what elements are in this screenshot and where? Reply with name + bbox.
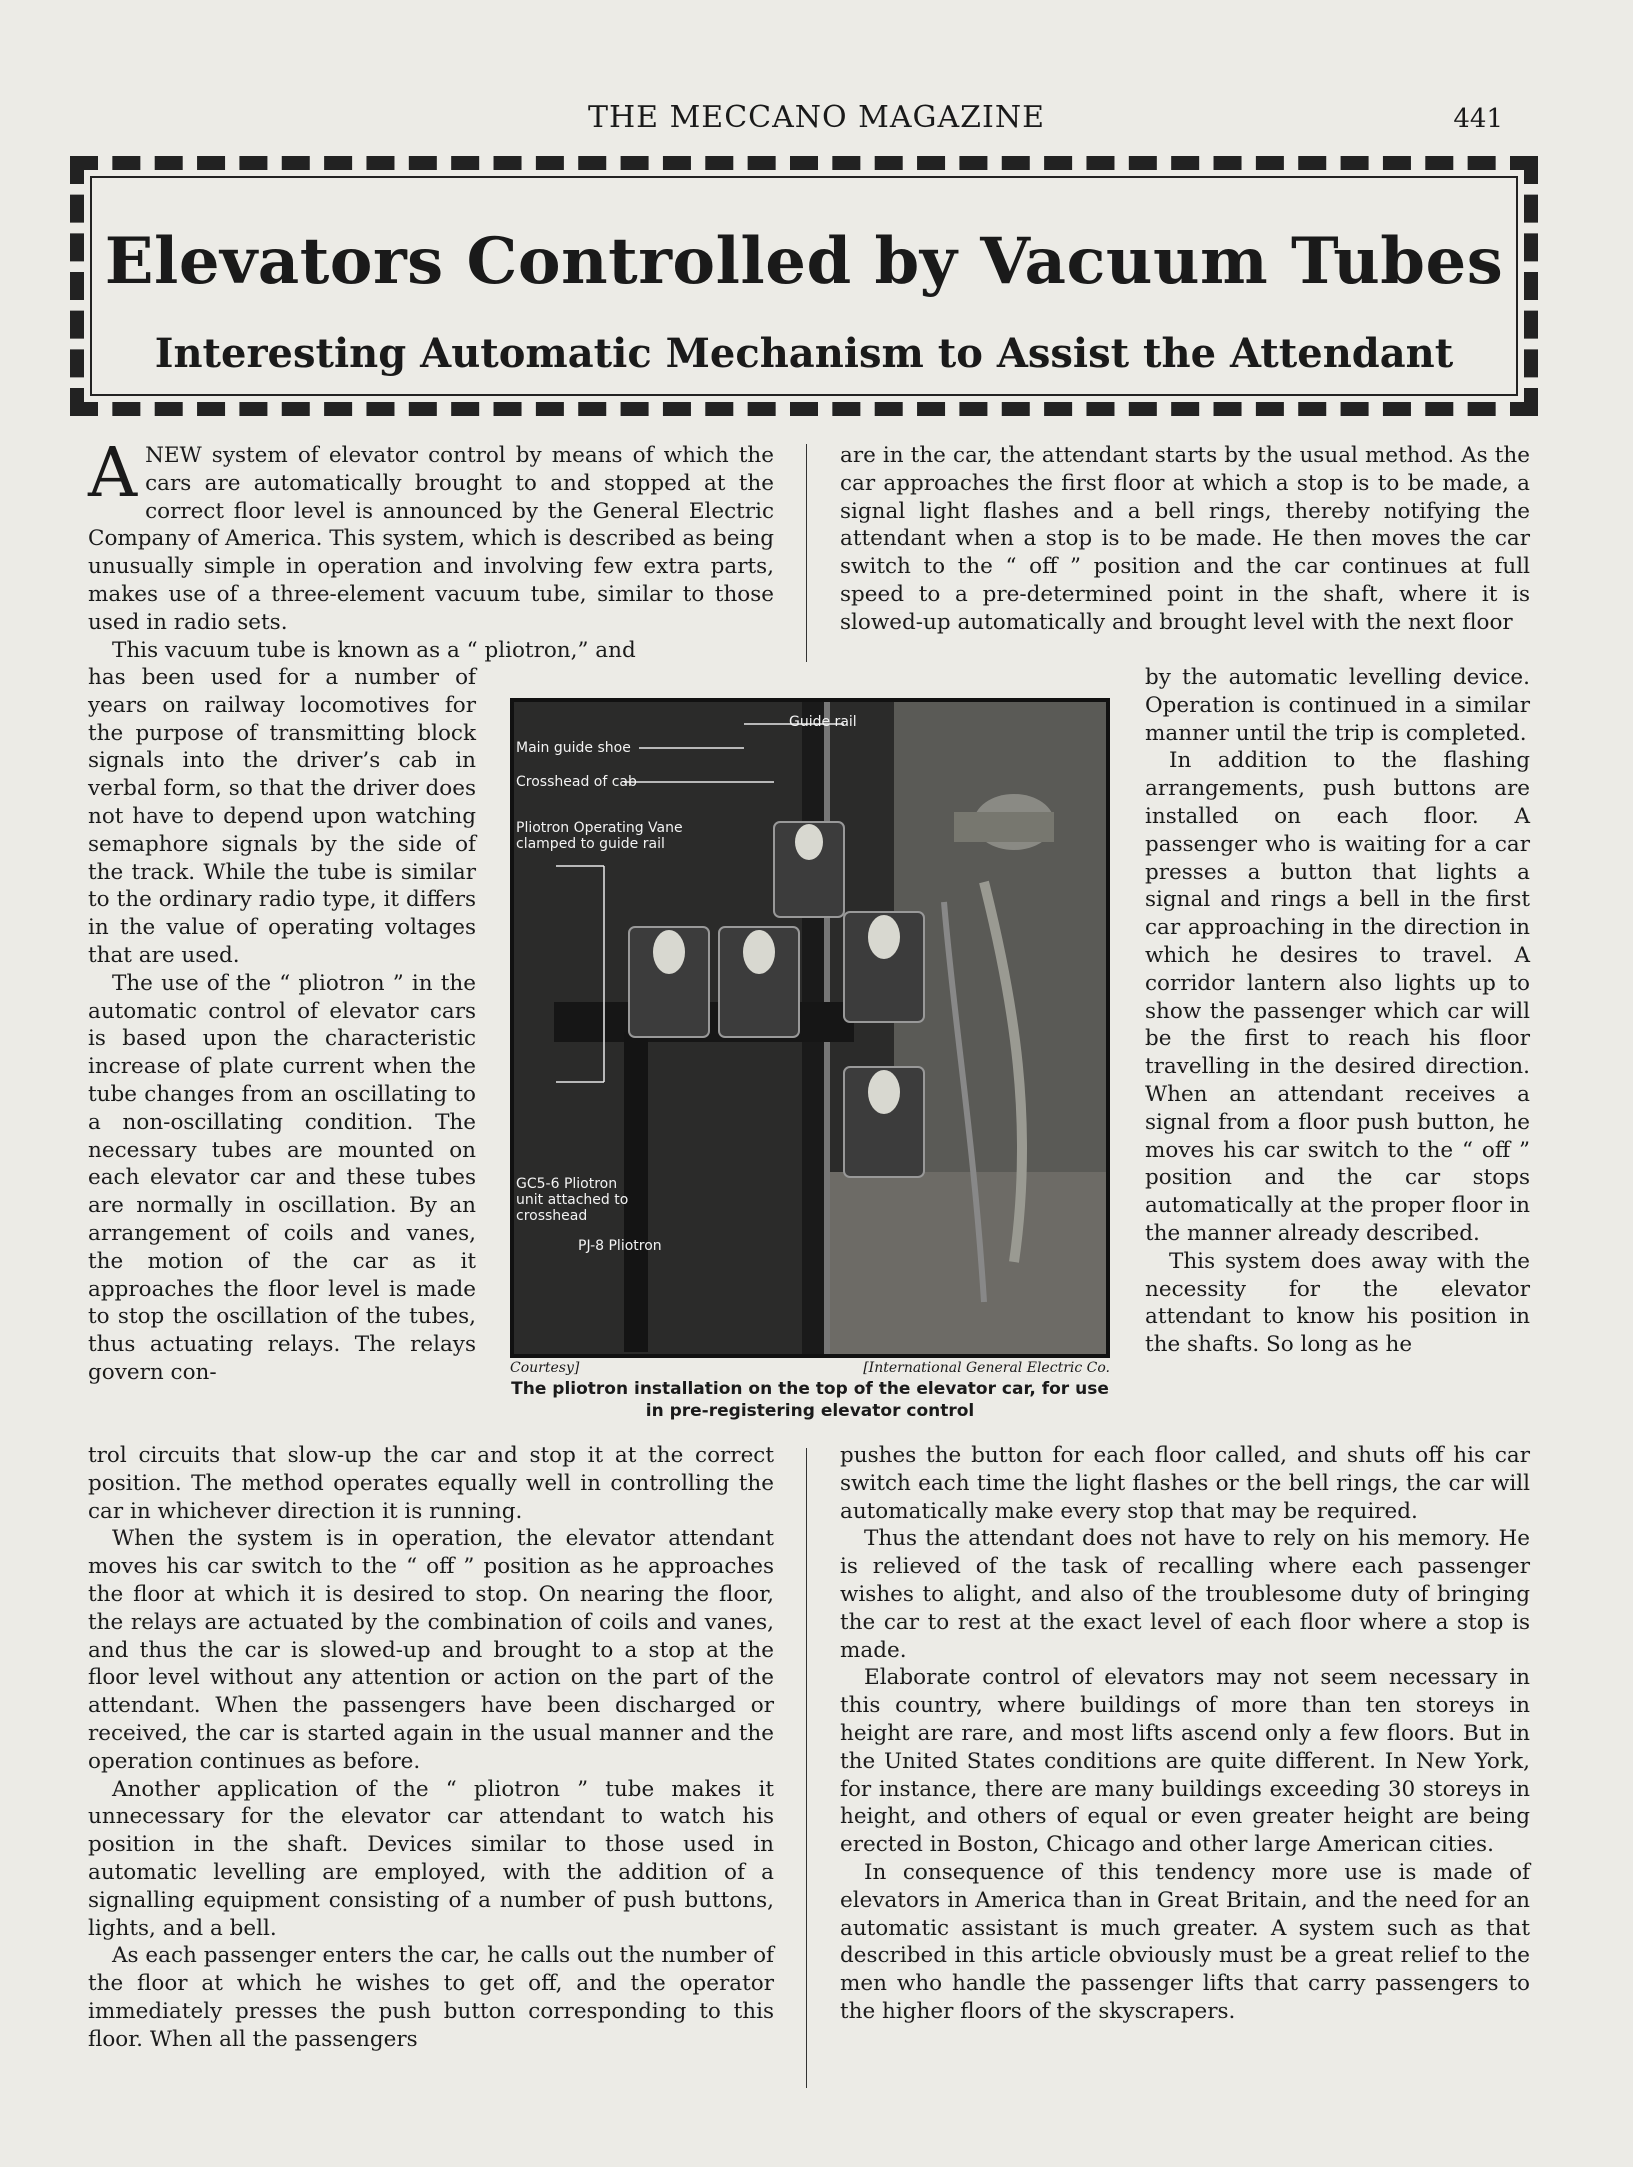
- paragraph: When the system is in operation, the elevator attendant moves his car switch to the “ off ” position as he approaches the floor at which it is desired to stop. On nearing the floor, the relays are actuated by the combination of coils and vanes, and thus the car is slowed-up and brought to a stop at the floor level without any attention or action on the part of the attendant. When the passengers have been discharged or received, the car is started again in the usual manner and the operation continues as before.: [88, 1526, 774, 1774]
- magazine-header: THE MECCANO MAGAZINE: [587, 100, 1046, 135]
- pliotron-photo: [510, 698, 1110, 1358]
- page-number: 441: [1453, 104, 1503, 134]
- col1-bottom: [88, 1442, 774, 2054]
- paragraph: ANEW system of elevator control by means of which the cars are automatically brought to and stopped at the correct floor level is announced by the General Electric Company of America. This system, which is described as being unusually simple in operation and involving few extra parts, makes use of a three-element vacuum tube, similar to those used in radio sets.: [88, 434, 774, 635]
- photo-caption: The pliotron installation on the top of the elevator car, for use in pre-registering elevator control: [511, 1379, 1109, 1421]
- label-operating-vane: Pliotron Operating Vane clamped to guide rail: [516, 820, 683, 852]
- col2-top: [840, 442, 1530, 637]
- label-pliotron-unit: GC5-6 Pliotron unit attached to crosshead: [516, 1176, 629, 1224]
- paragraph: As each passenger enters the car, he calls out the number of the floor at which he wishes to get off, and the operator immediately presses the push button corresponding to this floor. When all the passengers: [88, 1943, 774, 2052]
- paragraph: by the automatic levelling device. Operation is continued in a similar manner until the trip is completed.: [1145, 665, 1530, 746]
- label-crosshead: Crosshead of cab: [516, 774, 637, 790]
- paragraph: trol circuits that slow-up the car and stop it at the correct position. The method operates equally well in controlling the car in whichever direction it is running.: [88, 1443, 774, 1524]
- photo-credit-right: [International General Electric Co.: [863, 1360, 1110, 1376]
- paragraph: pushes the button for each floor called, and shuts off his car switch each time the light flashes or the bell rings, the car will automatically make every stop that may be required.: [840, 1443, 1530, 1524]
- paragraph: has been used for a number of years on railway locomotives for the purpose of transmitting block signals into the driver’s cab in verbal form, so that the driver does not have to depend upon watching semaphore signals by the side of the track. While the tube is similar to the ordinary radio type, it differs in the value of operating voltages that are used.: [88, 665, 476, 968]
- article-subtitle: Interesting Automatic Mechanism to Assist the Attendant: [154, 330, 1454, 377]
- paragraph: In addition to the flashing arrangements, push buttons are installed on each floor. A passenger who is waiting for a car presses a button that lights a signal and rings a bell in the first car approaching in the direction in which he desires to travel. A corridor lantern also lights up to show the passenger which car will be the first to reach his floor travelling in the desired direction. When an attendant receives a signal from a floor push button, he moves his car switch to the “ off ” position and the car stops automatically at the proper floor in the manner already described.: [1145, 748, 1530, 1246]
- col1-side: [88, 664, 476, 1387]
- paragraph: Elaborate control of elevators may not seem necessary in this country, where buildings of more than ten storeys in height are rare, and most lifts ascend only a few floors. But in the United States conditions are quite different. In New York, for instance, there are many buildings exceeding 30 storeys in height, and others of equal or even greater height are being erected in Boston, Chicago and other large American cities.: [840, 1665, 1530, 1858]
- paragraph: This system does away with the necessity for the elevator attendant to know his position in the shafts. So long as he: [1145, 1248, 1530, 1358]
- label-guide-rail: Guide rail: [789, 714, 857, 730]
- paragraph: Another application of the “ pliotron ” tube makes it unnecessary for the elevator car attendant to watch his position in the shaft. Devices similar to those used in automatic levelling are employed, with the addition of a signalling equipment consisting of a number of push buttons, lights, and a bell.: [88, 1776, 774, 1941]
- paragraph: are in the car, the attendant starts by the usual method. As the car approaches the first floor at which a stop is to be made, a signal light flashes and a bell rings, thereby notifying the attendant when a stop is to be made. He then moves the car switch to the “ off ” position and the car continues at full speed to a pre-determined point in the shaft, where it is slowed-up automatically and brought level with the next floor: [840, 443, 1530, 635]
- label-pj8: PJ-8 Pliotron: [578, 1238, 662, 1254]
- photo-credit-left: Courtesy]: [510, 1360, 580, 1376]
- elevator-machinery-illustration: [514, 702, 1106, 1354]
- paragraph: The use of the “ pliotron ” in the automatic control of elevator cars is based upon the characteristic increase of plate current when the tube changes from an oscillating to a non-oscillating condition. The necessary tubes are mounted on each elevator car and these tubes are normally in oscillation. By an arrangement of coils and vanes, the motion of the car as it approaches the floor level is made to stop the oscillation of the tubes, thus actuating relays. The relays govern con-: [88, 970, 476, 1385]
- title-box: [70, 156, 1538, 416]
- col1-top: [88, 434, 774, 664]
- col2-bottom: [840, 1442, 1530, 2026]
- paragraph: In consequence of this tendency more use is made of elevators in America than in Great Britain, and the need for an automatic assistant is much greater. A system such as that described in this article obviously must be a great relief to the men who handle the passenger lifts that carry passengers to the higher floors of the skyscrapers.: [840, 1859, 1530, 2024]
- drop-cap: A: [88, 434, 138, 513]
- column-rule-bottom: [806, 1448, 807, 2088]
- col2-side: [1145, 664, 1530, 1359]
- article-title: Elevators Controlled by Vacuum Tubes: [104, 224, 1504, 299]
- label-main-guide-shoe: Main guide shoe: [516, 740, 631, 756]
- column-rule-top: [806, 444, 807, 662]
- paragraph: This vacuum tube is known as a “ pliotron,” and: [112, 637, 636, 663]
- paragraph: Thus the attendant does not have to rely on his memory. He is relieved of the task of recalling where each passenger wishes to alight, and also of the troublesome duty of bringing the car to rest at the exact level of each floor where a stop is made.: [840, 1526, 1530, 1663]
